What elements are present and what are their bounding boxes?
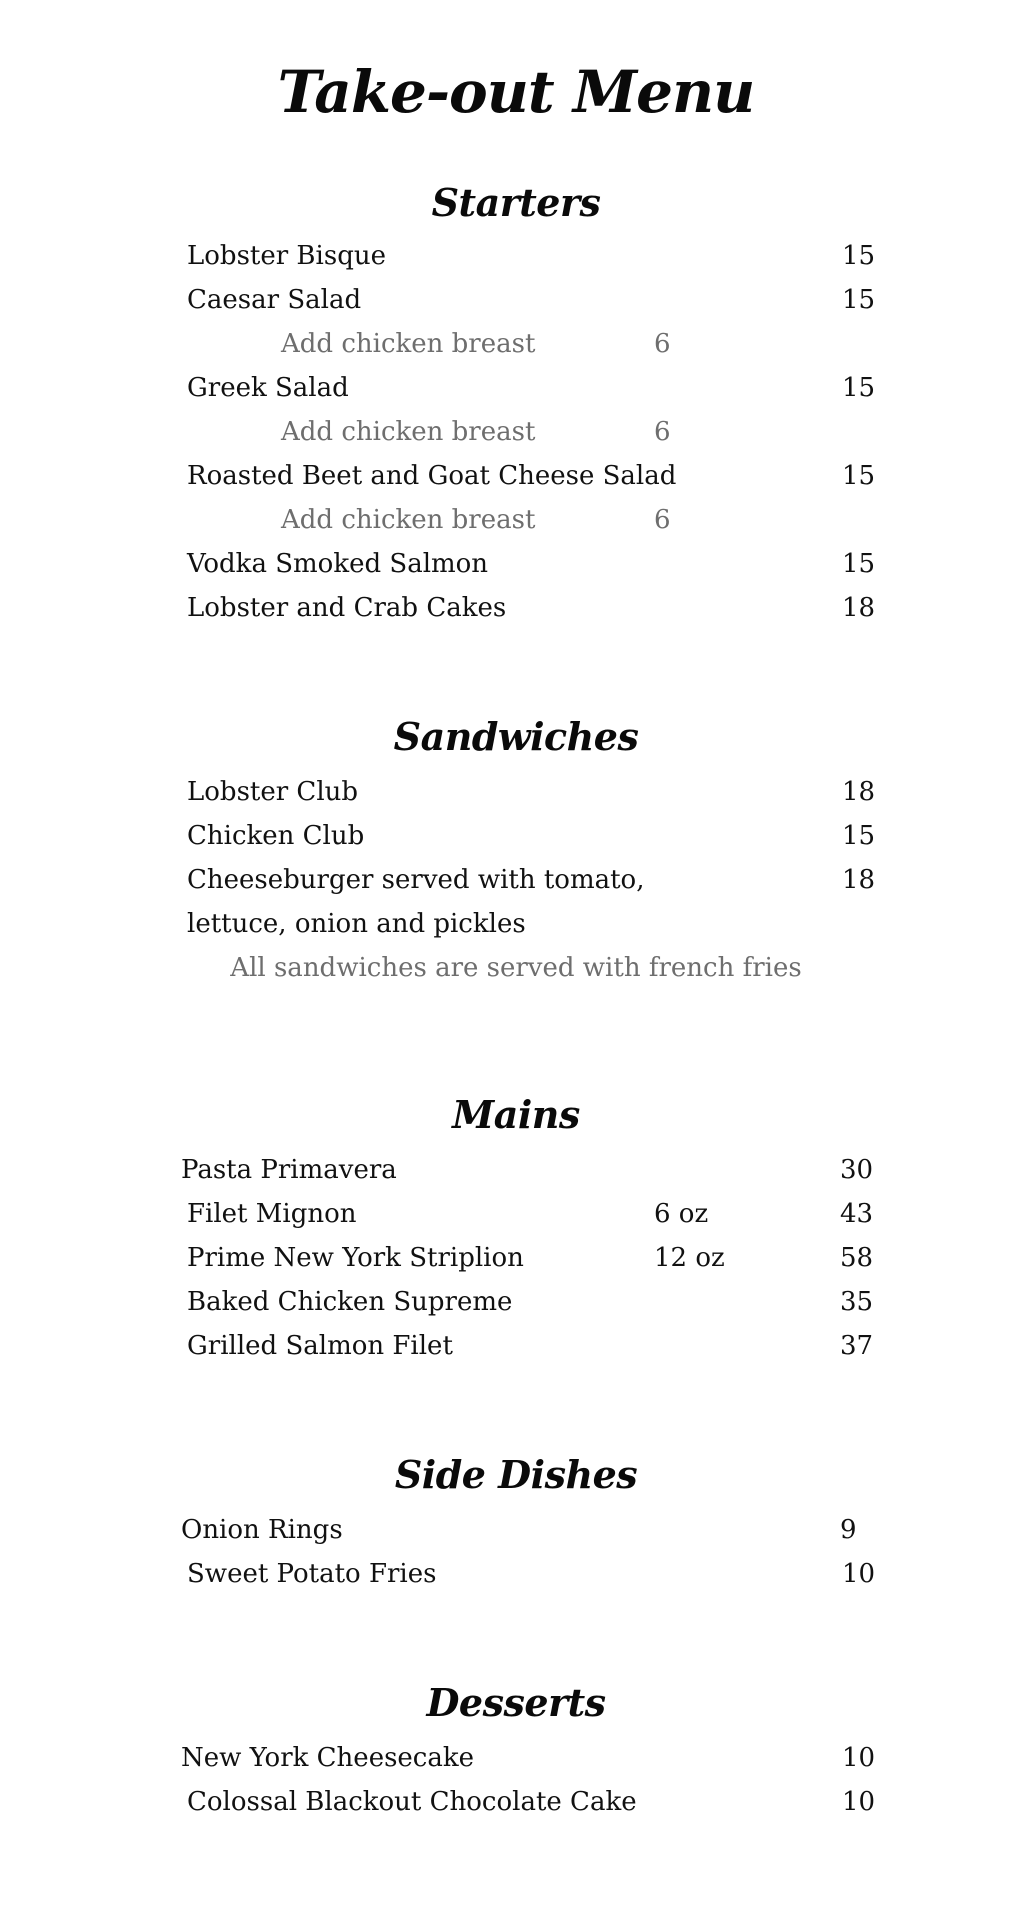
item-price: 18 — [842, 777, 876, 807]
item-price: 43 — [840, 1199, 874, 1229]
menu-addon — [0, 500, 1032, 540]
item-price: 35 — [840, 1287, 874, 1317]
menu-item — [0, 280, 1032, 320]
menu-item — [0, 1238, 1032, 1278]
sandwiches-heading: Sandwiches — [393, 714, 639, 759]
item-size: 12 oz — [654, 1243, 725, 1273]
item-price: 15 — [842, 373, 876, 403]
addon-name: Add chicken breast — [281, 417, 536, 447]
item-size: 6 oz — [654, 1199, 709, 1229]
menu-item — [0, 1510, 1032, 1550]
item-price: 10 — [842, 1559, 876, 1589]
menu-item — [0, 1554, 1032, 1594]
menu-item — [0, 456, 1032, 496]
menu-item — [0, 368, 1032, 408]
item-name: Vodka Smoked Salmon — [187, 549, 489, 579]
item-price: 9 — [840, 1515, 857, 1545]
menu-item — [0, 236, 1032, 276]
menu-item — [0, 544, 1032, 584]
menu-item — [0, 1782, 1032, 1822]
addon-name: Add chicken breast — [281, 329, 536, 359]
item-name: Pasta Primavera — [181, 1155, 397, 1185]
item-name: Caesar Salad — [187, 285, 362, 315]
desserts-heading: Desserts — [426, 1680, 606, 1725]
menu-item-continuation — [0, 904, 1032, 944]
item-name: Lobster and Crab Cakes — [187, 593, 507, 623]
item-name: Prime New York Striplion — [187, 1243, 524, 1273]
side-dishes-heading: Side Dishes — [394, 1452, 638, 1497]
item-name: Colossal Blackout Chocolate Cake — [187, 1787, 637, 1817]
addon-price: 6 — [654, 329, 671, 359]
item-name: Onion Rings — [181, 1515, 343, 1545]
item-name: lettuce, onion and pickles — [187, 909, 526, 939]
menu-addon — [0, 324, 1032, 364]
item-price: 15 — [842, 285, 876, 315]
item-name: Cheeseburger served with tomato, — [187, 865, 645, 895]
item-name: Roasted Beet and Goat Cheese Salad — [187, 461, 677, 491]
menu-item — [0, 772, 1032, 812]
item-name: Grilled Salmon Filet — [187, 1331, 453, 1361]
starters-heading: Starters — [431, 180, 601, 225]
item-name: Lobster Bisque — [187, 241, 386, 271]
item-price: 10 — [842, 1787, 876, 1817]
item-price: 30 — [840, 1155, 874, 1185]
item-price: 15 — [842, 549, 876, 579]
item-price: 15 — [842, 461, 876, 491]
item-name: Filet Mignon — [187, 1199, 357, 1229]
menu-item — [0, 1738, 1032, 1778]
addon-price: 6 — [654, 417, 671, 447]
item-price: 18 — [842, 865, 876, 895]
item-name: Greek Salad — [187, 373, 349, 403]
item-name: Lobster Club — [187, 777, 359, 807]
mains-heading: Mains — [452, 1092, 580, 1137]
item-price: 15 — [842, 241, 876, 271]
menu-item — [0, 1282, 1032, 1322]
menu-item — [0, 1194, 1032, 1234]
item-name: Baked Chicken Supreme — [187, 1287, 513, 1317]
item-price: 58 — [840, 1243, 874, 1273]
menu-item — [0, 860, 1032, 900]
menu-item — [0, 1150, 1032, 1190]
item-price: 10 — [842, 1743, 876, 1773]
item-name: Chicken Club — [187, 821, 365, 851]
item-name: New York Cheesecake — [181, 1743, 475, 1773]
menu-item — [0, 588, 1032, 628]
menu-item — [0, 1326, 1032, 1366]
menu-title: Take-out Menu — [277, 58, 755, 126]
sandwiches-note: All sandwiches are served with french fries — [230, 953, 802, 983]
item-price: 18 — [842, 593, 876, 623]
addon-name: Add chicken breast — [281, 505, 536, 535]
item-price: 15 — [842, 821, 876, 851]
item-name: Sweet Potato Fries — [187, 1559, 437, 1589]
addon-price: 6 — [654, 505, 671, 535]
menu-addon — [0, 412, 1032, 452]
item-price: 37 — [840, 1331, 874, 1361]
menu-item — [0, 816, 1032, 856]
